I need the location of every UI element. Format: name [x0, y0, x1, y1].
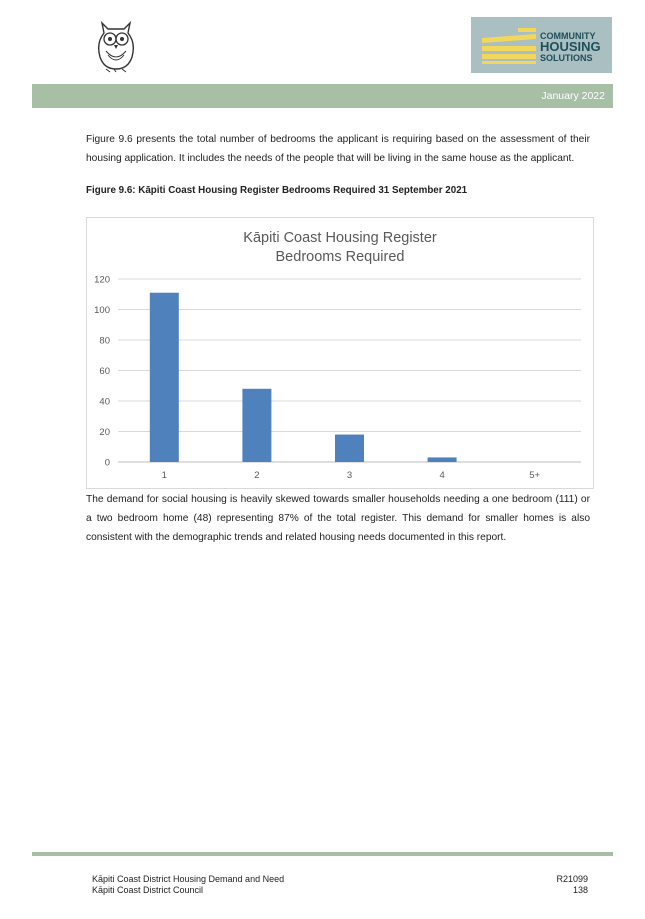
logo-line-1: COMMUNITY [540, 31, 596, 41]
logo-line-3: SOLUTIONS [540, 53, 593, 63]
conclusion-paragraph: The demand for social housing is heavily skewed towards smaller households needing a one bedroom (111) or a two bedroom home (48) representing 87% of the total register. This demand for smaller homes is also consistent with the demographic trends and related housing needs documented in this report. [86, 494, 590, 543]
y-tick-label: 0 [104, 457, 110, 469]
footer-report-code: R21099 [556, 874, 588, 884]
footer-rule [32, 852, 613, 856]
y-tick-label: 120 [94, 274, 110, 286]
x-tick-label: 1 [161, 470, 167, 481]
intro-paragraph: Figure 9.6 presents the total number of bedrooms the applicant is requiring based on the assessment of their housing application. It includes the needs of the people that will be living in the same house as the applicant. [86, 134, 590, 164]
x-tick-label: 2 [254, 470, 260, 481]
y-tick-label: 60 [99, 366, 110, 377]
chart-subtitle: Bedrooms Required [275, 249, 405, 265]
y-tick-label: 20 [99, 427, 110, 438]
footer-council: Kāpiti Coast District Council [92, 885, 204, 895]
x-tick-label: 5+ [529, 470, 541, 481]
logo-line-2: HOUSING [540, 39, 601, 54]
y-tick-label: 40 [99, 396, 110, 408]
logo-stripes-icon [480, 28, 536, 64]
bar-2 [242, 389, 271, 462]
bar-3 [335, 435, 364, 462]
chart-grid [118, 279, 581, 462]
header-band [32, 84, 613, 108]
y-tick-label: 100 [94, 305, 110, 316]
logo-wordmark [540, 31, 601, 63]
header-date: January 2022 [541, 90, 605, 102]
footer-right [556, 874, 588, 896]
footer-left [92, 874, 284, 896]
chart-title: Kāpiti Coast Housing Register [243, 230, 437, 246]
x-axis [162, 470, 541, 481]
x-tick-label: 3 [346, 470, 353, 481]
bar-4 [428, 457, 457, 462]
community-housing-solutions-logo [471, 17, 612, 73]
chart-bars [150, 293, 457, 462]
x-tick-label: 4 [439, 470, 445, 481]
bar-chart [86, 217, 594, 489]
footer-page-number: 138 [572, 885, 588, 895]
footer-report-title: Kāpiti Coast District Housing Demand and Need [92, 874, 285, 884]
y-axis [94, 275, 110, 469]
figure-caption: Figure 9.6: Kāpiti Coast Housing Register Bedrooms Required 31 September 2021 [86, 185, 468, 196]
chart-svg [87, 218, 593, 488]
owl-logo [92, 17, 140, 73]
bar-1 [150, 293, 179, 462]
y-tick-label: 80 [99, 335, 110, 347]
